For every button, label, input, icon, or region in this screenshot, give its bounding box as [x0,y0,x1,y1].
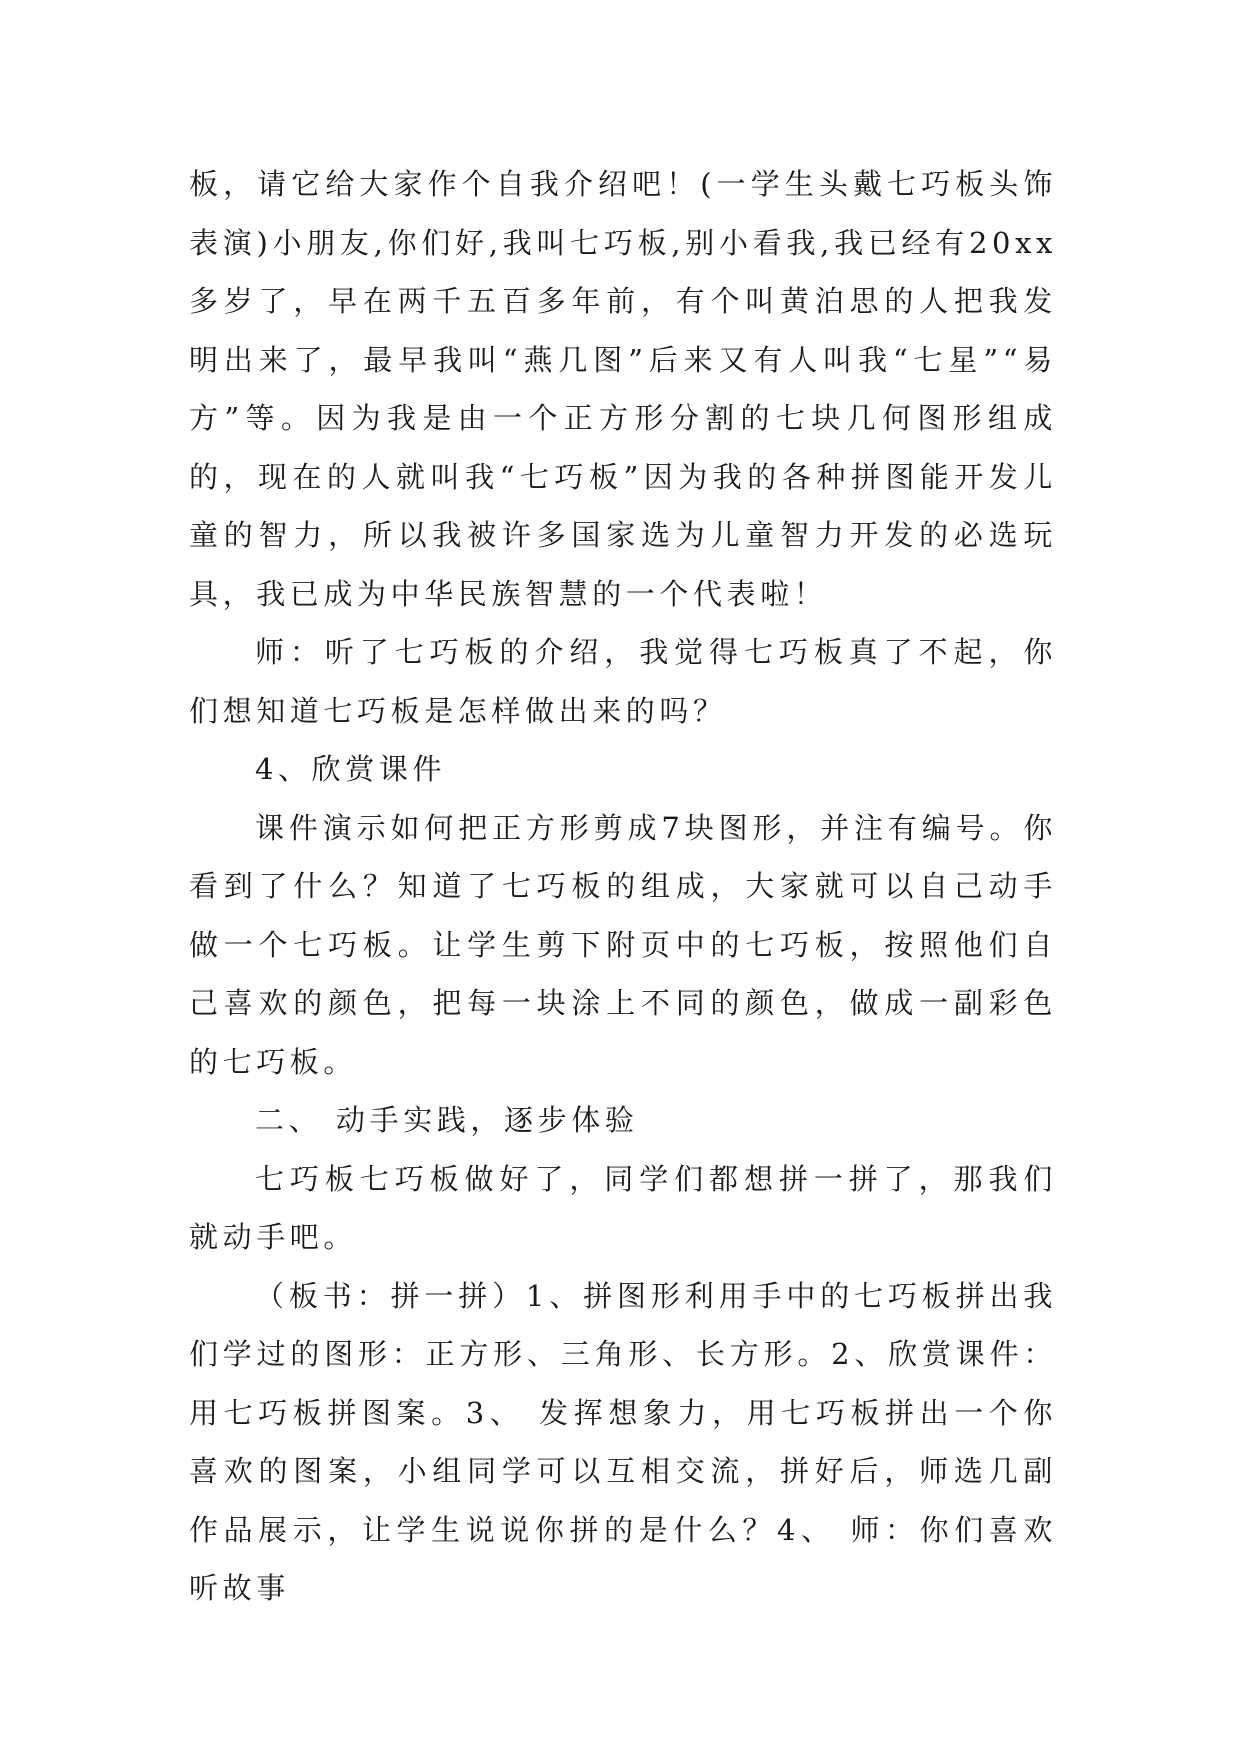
paragraph-courseware-demo: 课件演示如何把正方形剪成7块图形，并注有编号。你看到了什么？知道了七巧板的组成，大家就可以自己动手做一个七巧板。让学生剪下附页中的七巧板，按照他们自己喜欢的颜色，把每一块涂上不同的颜色，做成一副彩色的七巧板。 [189,810,1057,1079]
document-body [189,155,1057,1618]
paragraph-tangram-ready: 七巧板七巧板做好了，同学们都想拼一拼了，那我们就动手吧。 [189,1161,1057,1254]
paragraph-puzzle-steps: （板书：拼一拼）1、拼图形利用手中的七巧板拼出我们学过的图形：正方形、三角形、长方形。2、欣赏课件：用七巧板拼图案。3、 发挥想象力，用七巧板拼出一个你喜欢的图案，小组同学可以互相交流，拼好后，师选几副作品展示，让学生说说你拼的是什么？4、 师：你们喜欢听故事 [189,1278,1057,1605]
paragraph-heading-practice: 二、 动手实践，逐步体验 [255,1103,639,1137]
paragraph-teacher-question: 师：听了七巧板的介绍，我觉得七巧板真了不起，你们想知道七巧板是怎样做出来的吗？ [189,635,1057,728]
paragraph-heading-courseware: 4、欣赏课件 [255,752,447,786]
paragraph-self-introduction: 板，请它给大家作个自我介绍吧！(一学生头戴七巧板头饰表演)小朋友,你们好,我叫七巧板,别小看我,我已经有20xx多岁了，早在两千五百多年前，有个叫黄泊思的人把我发明出来了，最早我叫“燕几图”后来又有人叫我“七星”“易方”等。因为我是由一个正方形分割的七块几何图形组成的，现在的人就叫我“七巧板”因为我的各种拼图能开发儿童的智力，所以我被许多国家选为儿童智力开发的必选玩具，我已成为中华民族智慧的一个代表啦！ [189,167,1057,611]
